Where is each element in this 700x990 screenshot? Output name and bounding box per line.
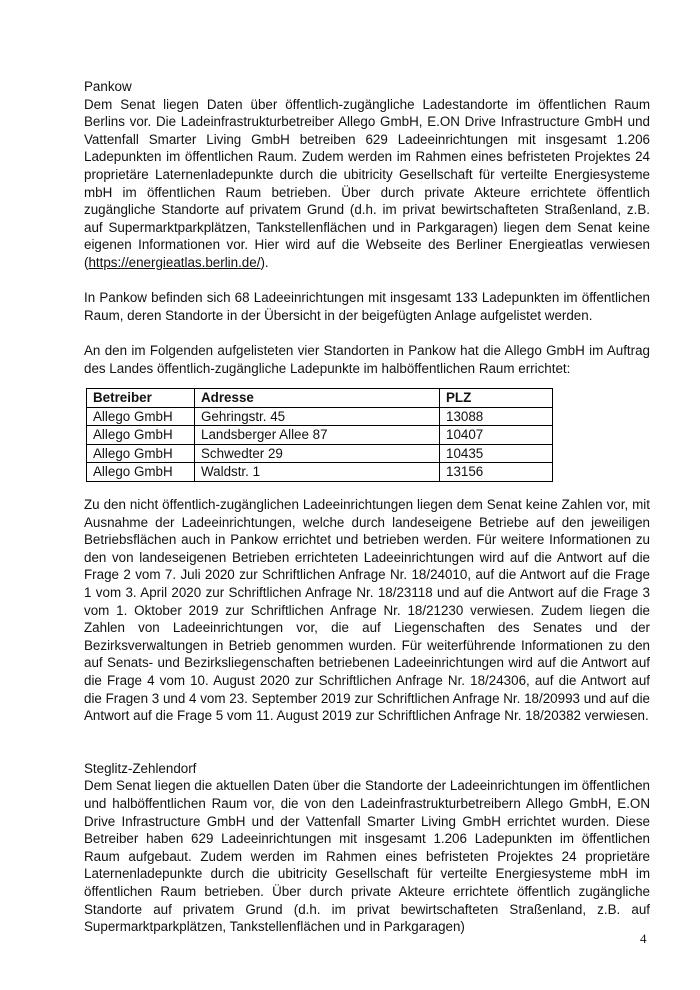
- allego-locations-table: [86, 388, 553, 482]
- pankow-paragraph-2: In Pankow befinden sich 68 Ladeeinrichtungen mit insgesamt 133 Ladepunkten im öffentlichen Raum, deren Standorte in der Übersicht in der beigefügten Anlage aufgelistet werden.: [84, 290, 650, 323]
- steglitz-paragraph-1: Dem Senat liegen die aktuellen Daten über die Standorte der Ladeeinrichtungen im öffentlichen und halböffentlichen Raum vor, die von den Ladeinfrastrukturbetreibern Allego GmbH, E.ON Drive Infrastructure GmbH und der Vattenfall Smarter Living GmbH errichtet wurden. Diese Betreiber haben 629 Ladeeinrichtungen mit insgesamt 1.206 Ladepunkten im öffentlichen Raum aufgebaut. Zudem werden im Rahmen eines befristeten Projektes 24 proprietäre Laternenladepunkte durch die ubitricity Gesellschaft für verteilte Energiesysteme mbH im öffentlichen Raum betrieben. Über durch private Akteure errichtete öffentlich zugängliche Standorte auf privatem Grund (d.h. im privat bewirtschafteten Straßenland, z.B. auf Supermarktparkplätzen, Tankstellenflächen und in Parkgaragen): [84, 778, 650, 935]
- table-cell-plz: 10407: [440, 426, 553, 445]
- section-heading-pankow: Pankow: [84, 79, 132, 94]
- table-cell-adresse: Landsberger Allee 87: [195, 426, 440, 445]
- table-header-betreiber: Betreiber: [87, 389, 195, 408]
- pankow-paragraph-4: Zu den nicht öffentlich-zugänglichen Ladeeinrichtungen liegen dem Senat keine Zahlen vor, mit Ausnahme der Ladeeinrichtungen, welche durch landeseigene Betriebe auf den jeweiligen Betriebsflächen auch in Pankow errichtet und betrieben werden. Für weitere Informationen zu den von landeseigenen Betrieben errichteten Ladeeinrichtungen wird auf die Antwort auf die Frage 2 vom 7. Juli 2020 zur Schriftlichen Anfrage Nr. 18/24010, auf die Antwort auf die Frage 1 vom 3. April 2020 zur Schriftlichen Anfrage Nr. 18/23118 und auf die Antwort auf die Frage 3 vom 1. Oktober 2019 zur Schriftlichen Anfrage Nr. 18/21230 verwiesen. Zudem liegen die Zahlen von Ladeeinrichtungen vor, die auf Liegenschaften des Senates und der Bezirksverwaltungen in Betrieb genommen wurden. Für weiterführende Informationen zu den auf Senats- und Bezirksliegenschaften betriebenen Ladeeinrichtungen wird auf die Antwort auf die Frage 4 vom 10. August 2020 zur Schriftlichen Anfrage Nr. 18/24306, auf die Antwort auf die Fragen 3 und 4 vom 23. September 2019 zur Schriftlichen Anfrage Nr. 18/20993 und auf die Antwort auf die Frage 5 vom 11. August 2019 zur Schriftlichen Anfrage Nr. 18/20382 verwiesen.: [84, 497, 650, 724]
- table-row: [87, 407, 553, 426]
- table-cell-betreiber: Allego GmbH: [87, 444, 195, 463]
- energieatlas-link[interactable]: https://energieatlas.berlin.de/: [88, 254, 261, 270]
- table-cell-betreiber: Allego GmbH: [87, 407, 195, 426]
- pankow-paragraph-1: [84, 96, 650, 272]
- table-row: [87, 426, 553, 445]
- table-cell-adresse: Gehringstr. 45: [195, 407, 440, 426]
- table-header-plz: PLZ: [440, 389, 553, 408]
- table-cell-adresse: Waldstr. 1: [195, 463, 440, 482]
- pankow-paragraph-1-end: ).: [260, 254, 269, 270]
- table-cell-plz: 13088: [440, 407, 553, 426]
- document-page: [84, 78, 650, 936]
- table-cell-plz: 10435: [440, 444, 553, 463]
- pankow-paragraph-3: An den im Folgenden aufgelisteten vier Standorten in Pankow hat die Allego GmbH im Auftrag des Landes öffentlich-zugängliche Ladepunkte im halböffentlichen Raum errichtet:: [84, 342, 650, 376]
- table-cell-plz: 13156: [440, 463, 553, 482]
- page-number: 4: [640, 931, 647, 946]
- table-header-adresse: Adresse: [195, 389, 440, 408]
- table-cell-betreiber: Allego GmbH: [87, 463, 195, 482]
- table-header-row: [87, 389, 553, 408]
- table-cell-betreiber: Allego GmbH: [87, 426, 195, 445]
- table-row: [87, 463, 553, 482]
- section-heading-steglitz-zehlendorf: Steglitz-Zehlendorf: [84, 760, 197, 776]
- table-cell-adresse: Schwedter 29: [195, 444, 440, 463]
- table-row: [87, 444, 553, 463]
- pankow-paragraph-1-text: Dem Senat liegen Daten über öffentlich-zugängliche Ladestandorte im öffentlichen Raum Berlins vor. Die Ladeinfrastrukturbetreiber Allego GmbH, E.ON Drive Infrastructure GmbH und Vattenfall Smarter Living GmbH betreiben 629 Ladeeinrichtungen mit insgesamt 1.206 Ladepunkten im öffentlichen Raum. Zudem werden im Rahmen eines befristeten Projektes 24 proprietäre Laternenladepunkte durch die ubitricity Gesellschaft für verteilte Energiesysteme mbH im öffentlichen Raum betrieben. Über durch private Akteure errichtete öffentlich zugängliche Standorte auf privatem Grund (d.h. im privat bewirtschafteten Straßenland, z.B. auf Supermarktparkplätzen, Tankstellenflächen und in Parkgaragen) liegen dem Senat keine eigenen Informationen vor. Hier wird auf die Webseite des Berliner Energieatlas verwiesen (: [84, 96, 650, 270]
